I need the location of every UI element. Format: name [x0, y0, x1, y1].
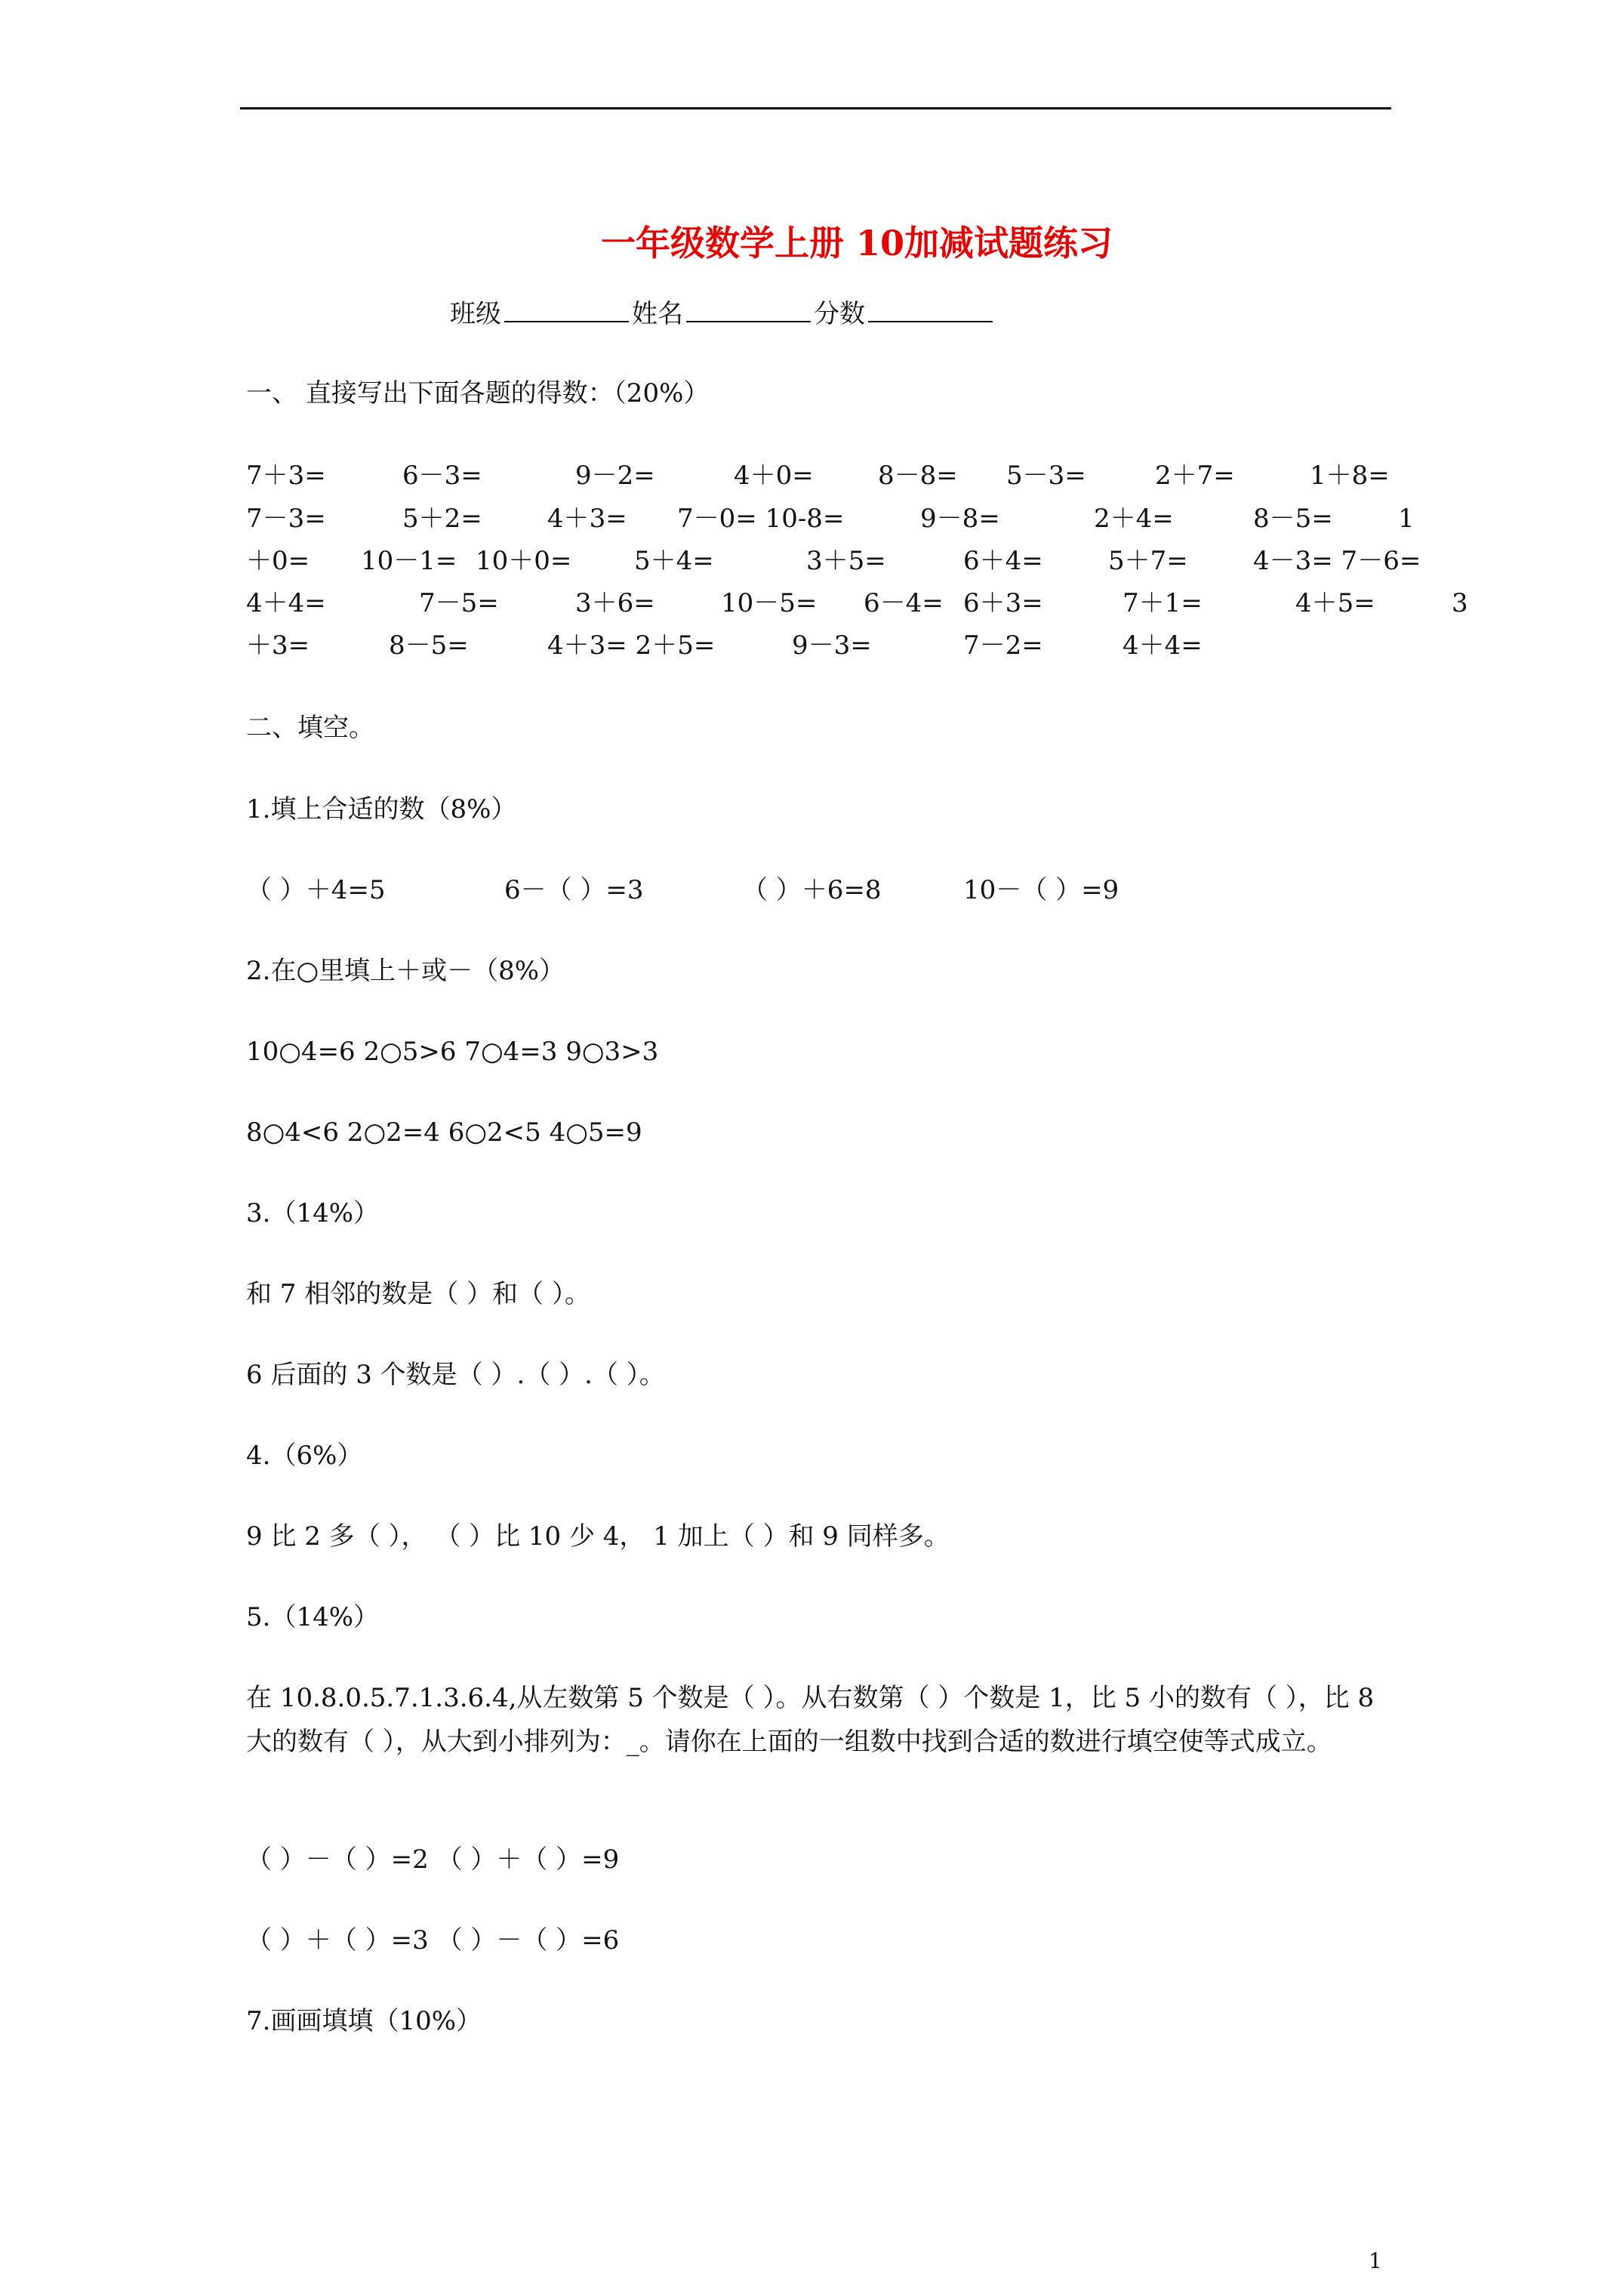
q5-title: 5.（14%）: [246, 1602, 380, 1632]
math-item: 2＋7=: [1155, 461, 1235, 491]
page-number: 1: [1369, 2248, 1382, 2273]
q2-line-1: 10○4=6 2○5>6 7○4=3 9○3>3: [246, 1037, 659, 1067]
q3-line-1: 和 7 相邻的数是（ ）和（ ）。: [246, 1279, 590, 1309]
math-row-4: [0, 588, 1623, 618]
math-item: 5＋7=: [1108, 546, 1188, 576]
header-rule: [240, 107, 1391, 109]
class-label: 班级: [450, 299, 501, 329]
math-item: 3: [1452, 588, 1468, 618]
math-item: 7＋3=: [246, 461, 326, 491]
q1-item: 10－（ ）=9: [963, 875, 1119, 905]
math-item: 4－3= 7－6=: [1253, 546, 1421, 576]
math-item: 8－5=: [1253, 504, 1333, 534]
math-item: 10－1=: [361, 546, 457, 576]
math-item: 5＋4=: [634, 546, 714, 576]
math-item: 4＋5=: [1295, 588, 1375, 618]
section1-heading: 一、 直接写出下面各题的得数：（20%）: [246, 378, 710, 408]
math-item: 3＋5=: [806, 546, 886, 576]
math-item: 10－5=: [721, 588, 818, 618]
math-row-5: [0, 630, 1623, 661]
math-row-2: [0, 504, 1623, 534]
name-label: 姓名: [632, 299, 683, 329]
score-label: 分数: [814, 299, 865, 329]
math-item: 5＋2=: [402, 504, 482, 534]
math-item: 2＋4=: [1094, 504, 1174, 534]
math-item: ＋3=: [246, 630, 310, 661]
math-item: 7－0= 10-8=: [677, 504, 845, 534]
q2-title: 2.在○里填上＋或－（8%）: [246, 956, 565, 986]
math-row-1: [0, 461, 1623, 491]
math-item: 6－3=: [402, 461, 482, 491]
q7-title: 7.画画填填（10%）: [246, 2006, 482, 2036]
class-blank[interactable]: [504, 298, 629, 322]
math-item: 9－8=: [920, 504, 1000, 534]
math-item: 4＋3= 2＋5=: [547, 630, 716, 661]
q1-item: （ ）＋4=5: [246, 875, 386, 905]
math-item: 4＋3=: [547, 504, 627, 534]
q4-title: 4.（6%）: [246, 1441, 363, 1471]
math-item: 1: [1398, 504, 1415, 534]
document-title: 一年级数学上册 10加减试题练习: [600, 223, 1113, 264]
math-item: ＋0=: [246, 546, 310, 576]
q4-line-1: 9 比 2 多（ ）， （ ）比 10 少 4， 1 加上（ ）和 9 同样多。: [246, 1521, 950, 1552]
math-item: 6－4=: [864, 588, 944, 618]
math-item: 3＋6=: [575, 588, 655, 618]
math-item: 4＋0=: [734, 461, 814, 491]
q5-line-1: （ ）－（ ）=2 （ ）＋（ ）=9: [246, 1845, 620, 1875]
q2-line-2: 8○4<6 2○2=4 6○2<5 4○5=9: [246, 1117, 642, 1148]
math-item: 7＋1=: [1123, 588, 1203, 618]
math-item: 8－8=: [878, 461, 958, 491]
math-item: 9－2=: [575, 461, 655, 491]
math-item: 6＋4=: [963, 546, 1043, 576]
math-item: 4＋4=: [1123, 630, 1203, 661]
q3-title: 3.（14%）: [246, 1198, 380, 1228]
math-item: 7－2=: [963, 630, 1043, 661]
math-item: 7－3=: [246, 504, 326, 534]
math-item: 8－5=: [389, 630, 469, 661]
section2-heading: 二、填空。: [246, 713, 374, 743]
q5-paragraph: 在 10.8.0.5.7.1.3.6.4,从左数第 5 个数是（ ）。从右数第（ ）个数是 1，比 5 小的数有（ ），比 8 大的数有（ ），从大到小排列为：_。请你在上面的一组数中找到合适的数进行填空使等式成立。: [246, 1683, 1375, 1757]
math-row-3: [0, 546, 1623, 576]
math-item: 7－5=: [419, 588, 499, 618]
q1-title: 1.填上合适的数（8%）: [246, 794, 517, 824]
q1-item: （ ）＋6=8: [742, 875, 882, 905]
math-item: 9－3=: [792, 630, 872, 661]
q1-items-row: [0, 875, 1623, 905]
q5-line-2: （ ）＋（ ）=3 （ ）－（ ）=6: [246, 1925, 620, 1955]
math-item: 6＋3=: [963, 588, 1043, 618]
q3-line-2: 6 后面的 3 个数是（ ）.（ ）.（ ）。: [246, 1360, 665, 1390]
math-item: 5－3=: [1006, 461, 1086, 491]
math-item: 4＋4=: [246, 588, 326, 618]
q1-item: 6－（ ）=3: [504, 875, 644, 905]
math-item: 1＋8=: [1310, 461, 1390, 491]
score-blank[interactable]: [868, 298, 993, 322]
name-blank[interactable]: [686, 298, 811, 322]
student-info-line: [450, 293, 996, 330]
math-item: 10＋0=: [476, 546, 572, 576]
